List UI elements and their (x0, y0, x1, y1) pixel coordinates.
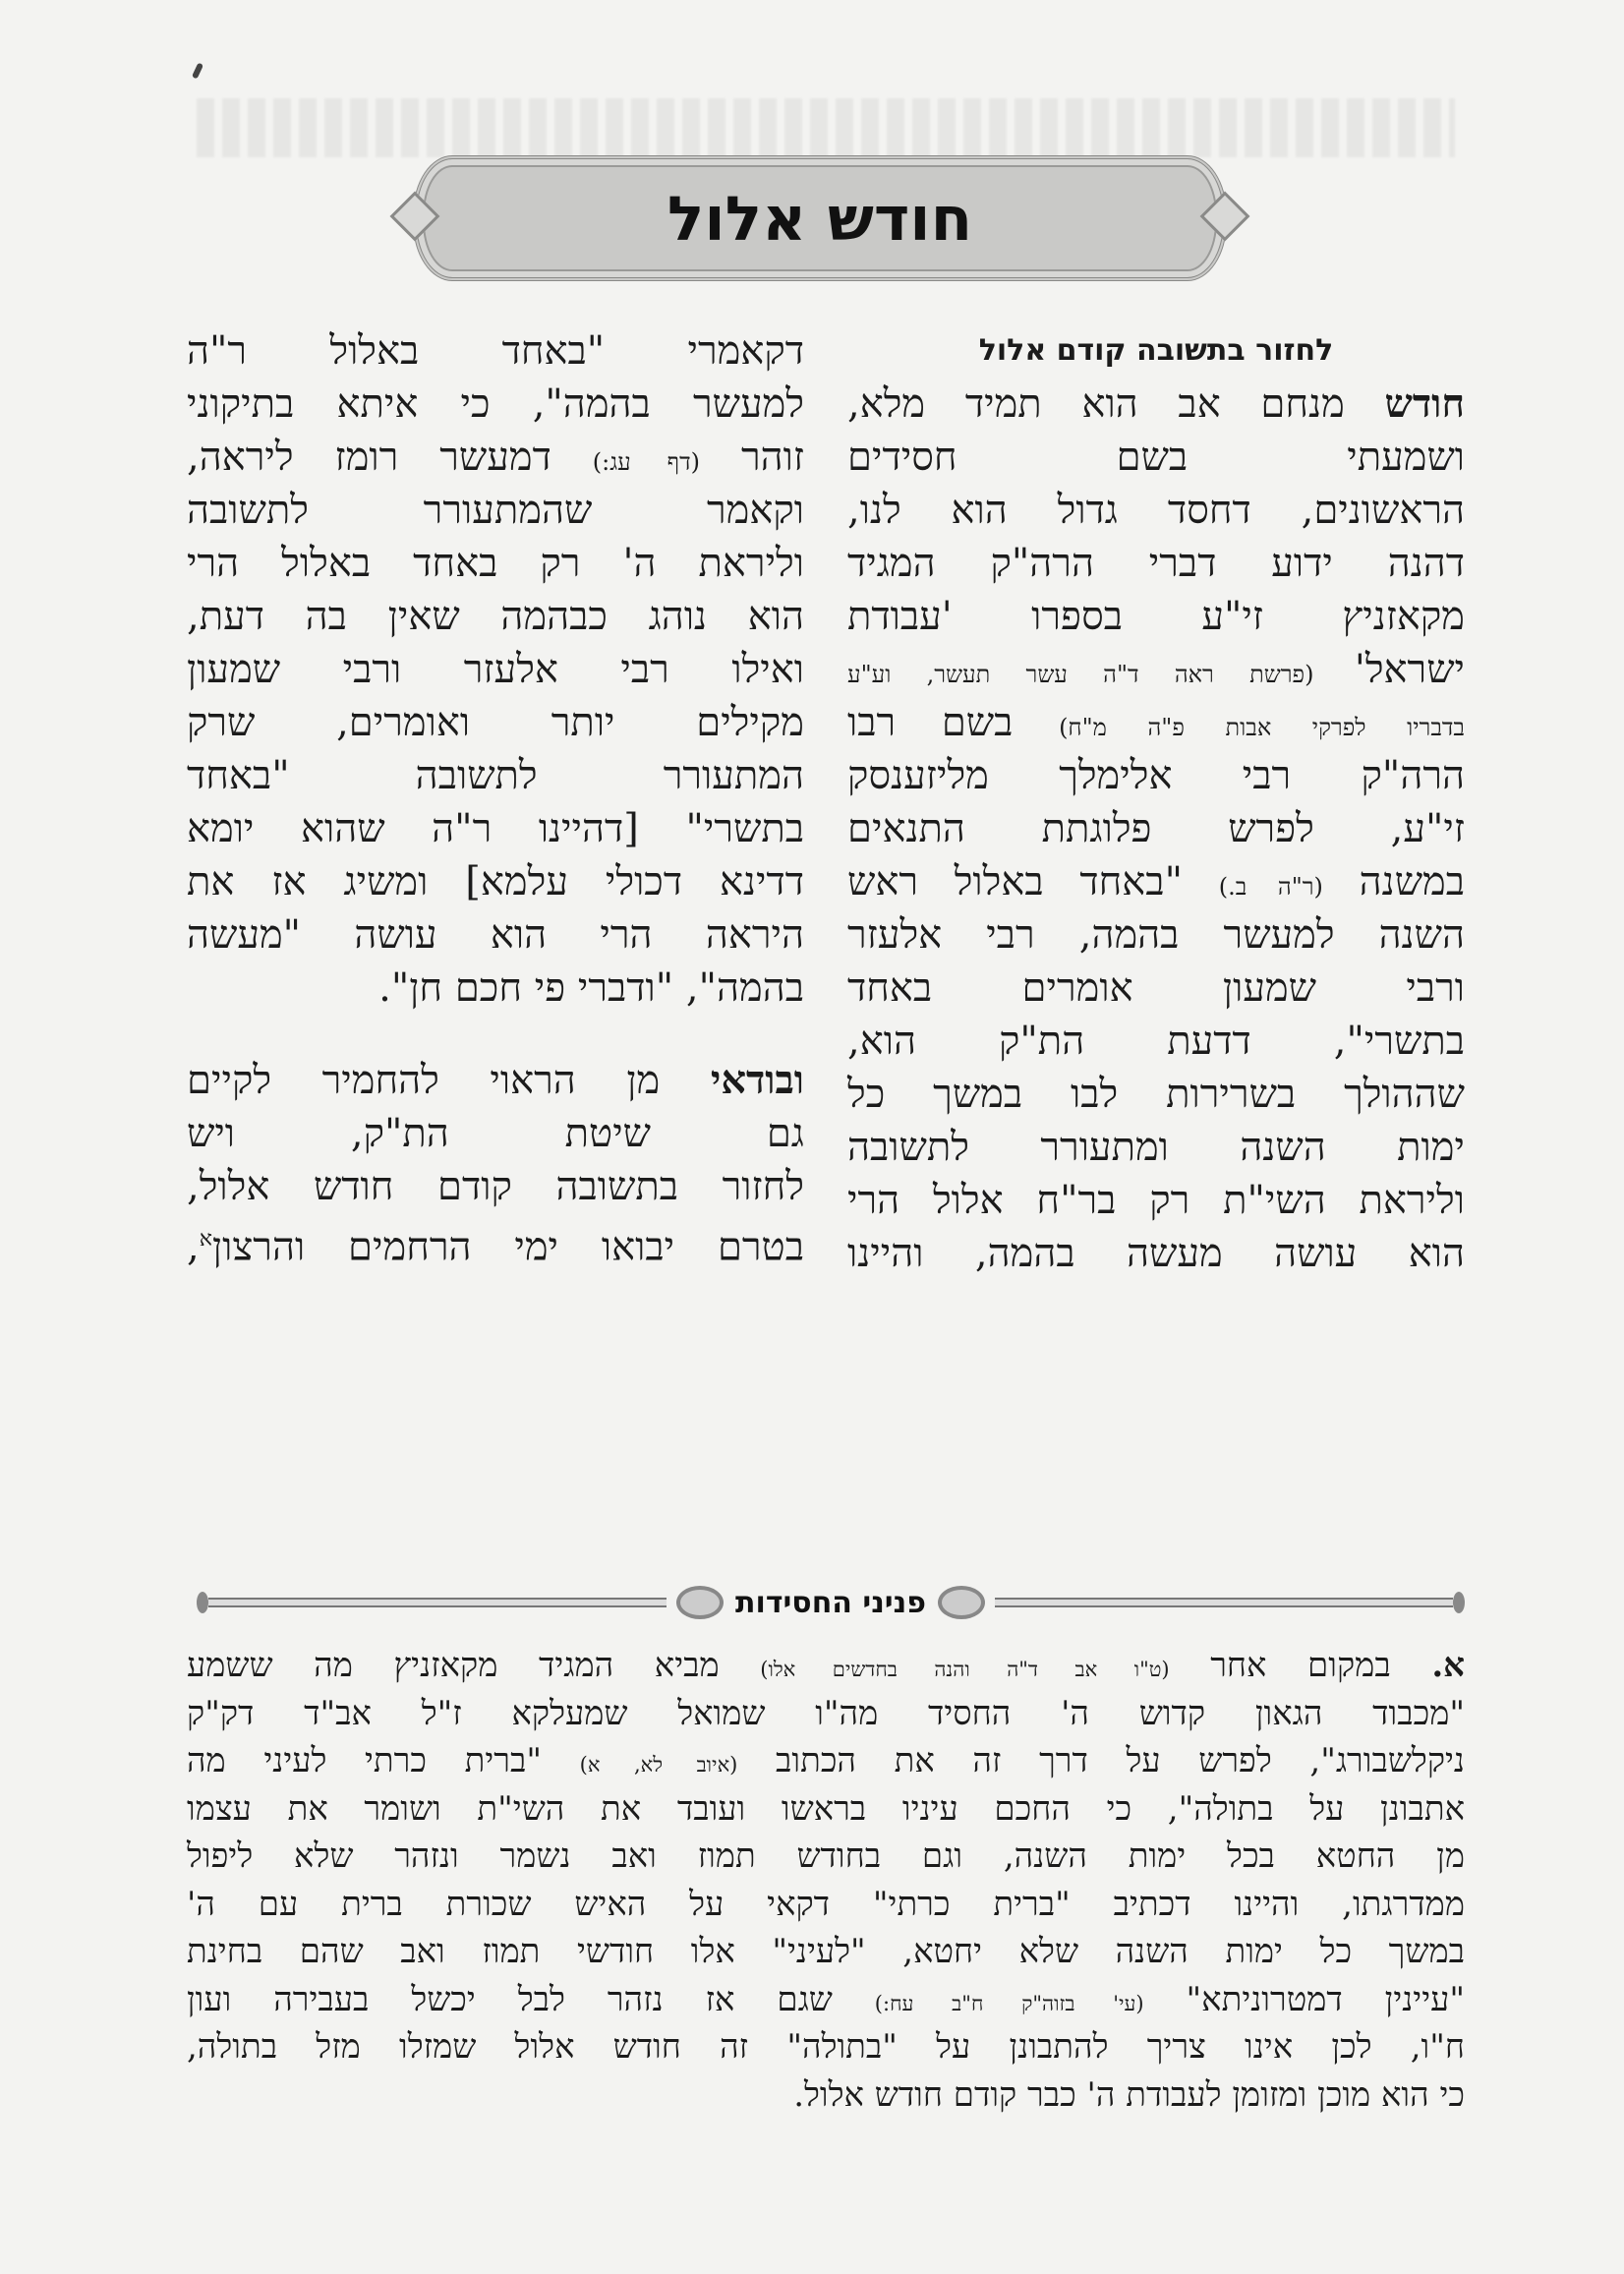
text-line (187, 1928, 1465, 1976)
divider-end-ornament (1453, 1592, 1465, 1613)
text-segment: בתשרי", דדעת הת"ק הוא, (847, 1019, 1465, 1064)
text-line (187, 1690, 1465, 1738)
text-segment: הוא נוהג כבהמה שאין בה דעת, (187, 594, 804, 639)
text-segment: למעשר בהמה", כי איתא בתיקוני (187, 381, 804, 427)
text-segment: ואילו רבי אלעזר ורבי שמעון (187, 647, 804, 692)
text-segment: וליראת ה' רק באחד באלול הרי (187, 541, 804, 586)
section-divider (197, 1585, 1465, 1620)
text-segment: דקאמרי "באחד באלול ר"ה (187, 328, 804, 374)
pen-mark (192, 62, 203, 79)
text-line (187, 1881, 1465, 1929)
section-subheading: לחזור בתשובה קודם אלול (978, 333, 1334, 368)
swirl-ornament-icon (676, 1586, 724, 1619)
text-line (187, 2023, 1465, 2071)
text-segment: "מכבוד הגאון קדוש ה' החסיד מה"ו שמואל שמעלקא ז"ל אב"ד דק"ק (187, 1693, 1465, 1733)
text-segment: וקאמר שהמתעורר לתשובה (187, 488, 804, 533)
text-line (847, 643, 1465, 696)
text-segment: שגם אז נזהר לבל יכשל בעבירה ועון (187, 1979, 875, 2019)
text-segment: היראה הרי הוא עושה "מעשה (187, 912, 804, 958)
text-line (847, 962, 1465, 1015)
text-segment: ושמעתי בשם חסידים (847, 435, 1465, 480)
divider-end-ornament (197, 1592, 208, 1613)
text-segment: במקום אחר (1169, 1646, 1432, 1685)
text-segment: מקאזניץ זי"ע בספרו 'עבודת (847, 594, 1465, 639)
text-line (187, 2071, 1465, 2120)
text-line (847, 1227, 1465, 1280)
text-line (187, 590, 804, 643)
text-segment: אתבונן על בתולה", כי החכם עיניו בראשו ועובד את השי"ת ושומר את עצמו (187, 1788, 1465, 1829)
text-line (847, 1015, 1465, 1068)
text-segment: "עיינין דמטרוניתא" (1143, 1979, 1465, 2019)
source-citation: (עי' בזוה"ק ח"ב עח:) (874, 1991, 1144, 2015)
text-line (187, 855, 804, 908)
text-segment: ישראל' (1313, 647, 1465, 692)
source-citation: (ר"ה ב.) (1218, 873, 1323, 901)
text-line (187, 1785, 1465, 1834)
source-citation: (פרשת ראה ד"ה עשר תעשר, וע"ע (847, 661, 1314, 688)
text-segment: ימות השנה ומתעורר לתשובה (847, 1125, 1465, 1170)
text-segment: שההולך בשרירות לבו במשך כל (847, 1072, 1465, 1117)
divider-rule (995, 1598, 1453, 1607)
text-line (187, 1976, 1465, 2024)
divider-label: פניני החסידות (735, 1585, 926, 1620)
text-line (847, 696, 1465, 749)
footnote-section (187, 1642, 1465, 2119)
text-line (847, 378, 1465, 431)
text-line (187, 1833, 1465, 1881)
text-line (847, 590, 1465, 643)
text-segment: ניקלשבורג", לפרש על דרך זה את הכתוב (737, 1741, 1465, 1780)
text-segment: מן הראוי להחמיר לקיים (187, 1058, 711, 1103)
text-segment: המתעורר לתשובה "באחד (187, 753, 804, 798)
text-segment: בתשרי" [דהיינו ר"ה שהוא יומא (187, 806, 804, 851)
text-segment: "ברית כרתי לעיני מה (187, 1741, 580, 1780)
text-line (847, 431, 1465, 484)
text-line (187, 962, 804, 1015)
text-line (187, 802, 804, 855)
left-column (187, 324, 804, 1534)
text-line (847, 908, 1465, 962)
text-segment: ורבי שמעון אומרים באחד (847, 965, 1465, 1011)
text-segment: ממדרגתו, והיינו דכתיב "ברית כרתי" דקאי על האיש שכורת ברית עם ה' (187, 1884, 1465, 1924)
text-segment: מקילים יותר ואומרים, שרק (187, 700, 804, 745)
text-segment: הוא עושה מעשה בהמה, והיינו (847, 1231, 1465, 1276)
footnote-marker: א (199, 1227, 212, 1252)
text-segment: ח"ו, לכן אינו צריך להתבונן על "בתולה" זה חודש אלול שמזלו מזל בתולה, (187, 2027, 1465, 2067)
text-segment: כי הוא מוכן ומזומן לעבודת ה' כבר קודם חודש אלול. (793, 2074, 1465, 2115)
text-segment: בשם רבו (847, 700, 1060, 745)
bleed-through-text (197, 98, 1455, 157)
text-segment: בהמה", "ודברי פי חכם חן". (378, 965, 804, 1011)
text-segment: ובודאי (710, 1057, 804, 1103)
text-line (187, 1642, 1465, 1690)
text-segment: במשך כל ימות השנה שלא יחטא, "לעיני" אלו חודשי תמוז ואב שהם בחינת (187, 1932, 1465, 1971)
text-line (847, 749, 1465, 802)
text-line (187, 1054, 804, 1107)
main-text-columns (187, 324, 1465, 1534)
text-line (187, 1107, 804, 1160)
text-line (847, 1068, 1465, 1121)
text-line (187, 908, 804, 962)
text-segment: מביא המגיד מקאזניץ מה ששמע (187, 1646, 761, 1685)
text-segment: לחזור בתשובה קודם חודש אלול, (187, 1164, 804, 1209)
text-segment: דדינא דכולי עלמא] ומשיג אז את (187, 859, 804, 904)
title-banner (413, 155, 1227, 281)
text-line (187, 696, 804, 749)
text-line (187, 749, 804, 802)
text-line (187, 1160, 804, 1213)
text-segment: זוהר (699, 435, 804, 480)
source-citation: (ט"ו אב ד"ה והנה בחדשים אלו) (760, 1658, 1170, 1681)
text-line (847, 802, 1465, 855)
text-line (847, 1121, 1465, 1174)
text-line (847, 855, 1465, 908)
divider-label-box (667, 1586, 995, 1620)
text-segment: וליראת השי"ת רק בר"ח אלול הרי (847, 1178, 1465, 1223)
text-segment: בטרם יבואו ימי הרחמים והרצון (211, 1224, 804, 1270)
text-line (847, 1174, 1465, 1227)
text-segment: הרה"ק רבי אלימלך מליזענסק (847, 753, 1465, 798)
text-line (187, 324, 804, 378)
text-segment: מנחם אב הוא תמיד מלא, (847, 381, 1385, 427)
text-segment: השנה למעשר בהמה, רבי אלעזר (847, 912, 1465, 958)
text-line (187, 431, 804, 484)
text-line (187, 643, 804, 696)
text-line (187, 484, 804, 537)
paragraph-gap (187, 1015, 804, 1054)
text-segment: "באחד באלול ראש (847, 859, 1219, 904)
text-segment: , (187, 1224, 200, 1270)
text-segment: דמעשר רומז ליראה, (187, 435, 593, 480)
text-line (847, 484, 1465, 537)
text-segment: גם שיטת הת"ק, ויש (187, 1111, 804, 1156)
text-segment: מן החטא בכל ימות השנה, וגם בחודש תמוז ואב נשמר ונזהר שלא ליפול (187, 1837, 1465, 1876)
text-segment: דהנה ידוע דברי הרה"ק המגיד (847, 541, 1465, 586)
text-line (187, 378, 804, 431)
source-citation: (איוב לא, א) (579, 1753, 738, 1777)
text-line (187, 1737, 1465, 1785)
text-segment: הראשונים, דחסד גדול הוא לנו, (847, 488, 1465, 533)
source-citation: בדבריו לפרקי אבות פ"ה מ"ח) (1059, 714, 1466, 741)
right-column (847, 324, 1465, 1534)
divider-rule (208, 1598, 667, 1607)
text-line (847, 537, 1465, 590)
text-segment: א. (1431, 1646, 1465, 1685)
page-title: חודש אלול (667, 182, 973, 255)
text-segment: חודש (1384, 380, 1465, 427)
text-line (187, 1213, 804, 1270)
source-citation: (דף עג:) (592, 448, 700, 476)
text-segment: זי"ע, לפרש פלוגתת התנאים (847, 806, 1465, 851)
text-segment: במשנה (1322, 859, 1465, 904)
swirl-ornament-icon (938, 1586, 985, 1619)
text-line (187, 537, 804, 590)
